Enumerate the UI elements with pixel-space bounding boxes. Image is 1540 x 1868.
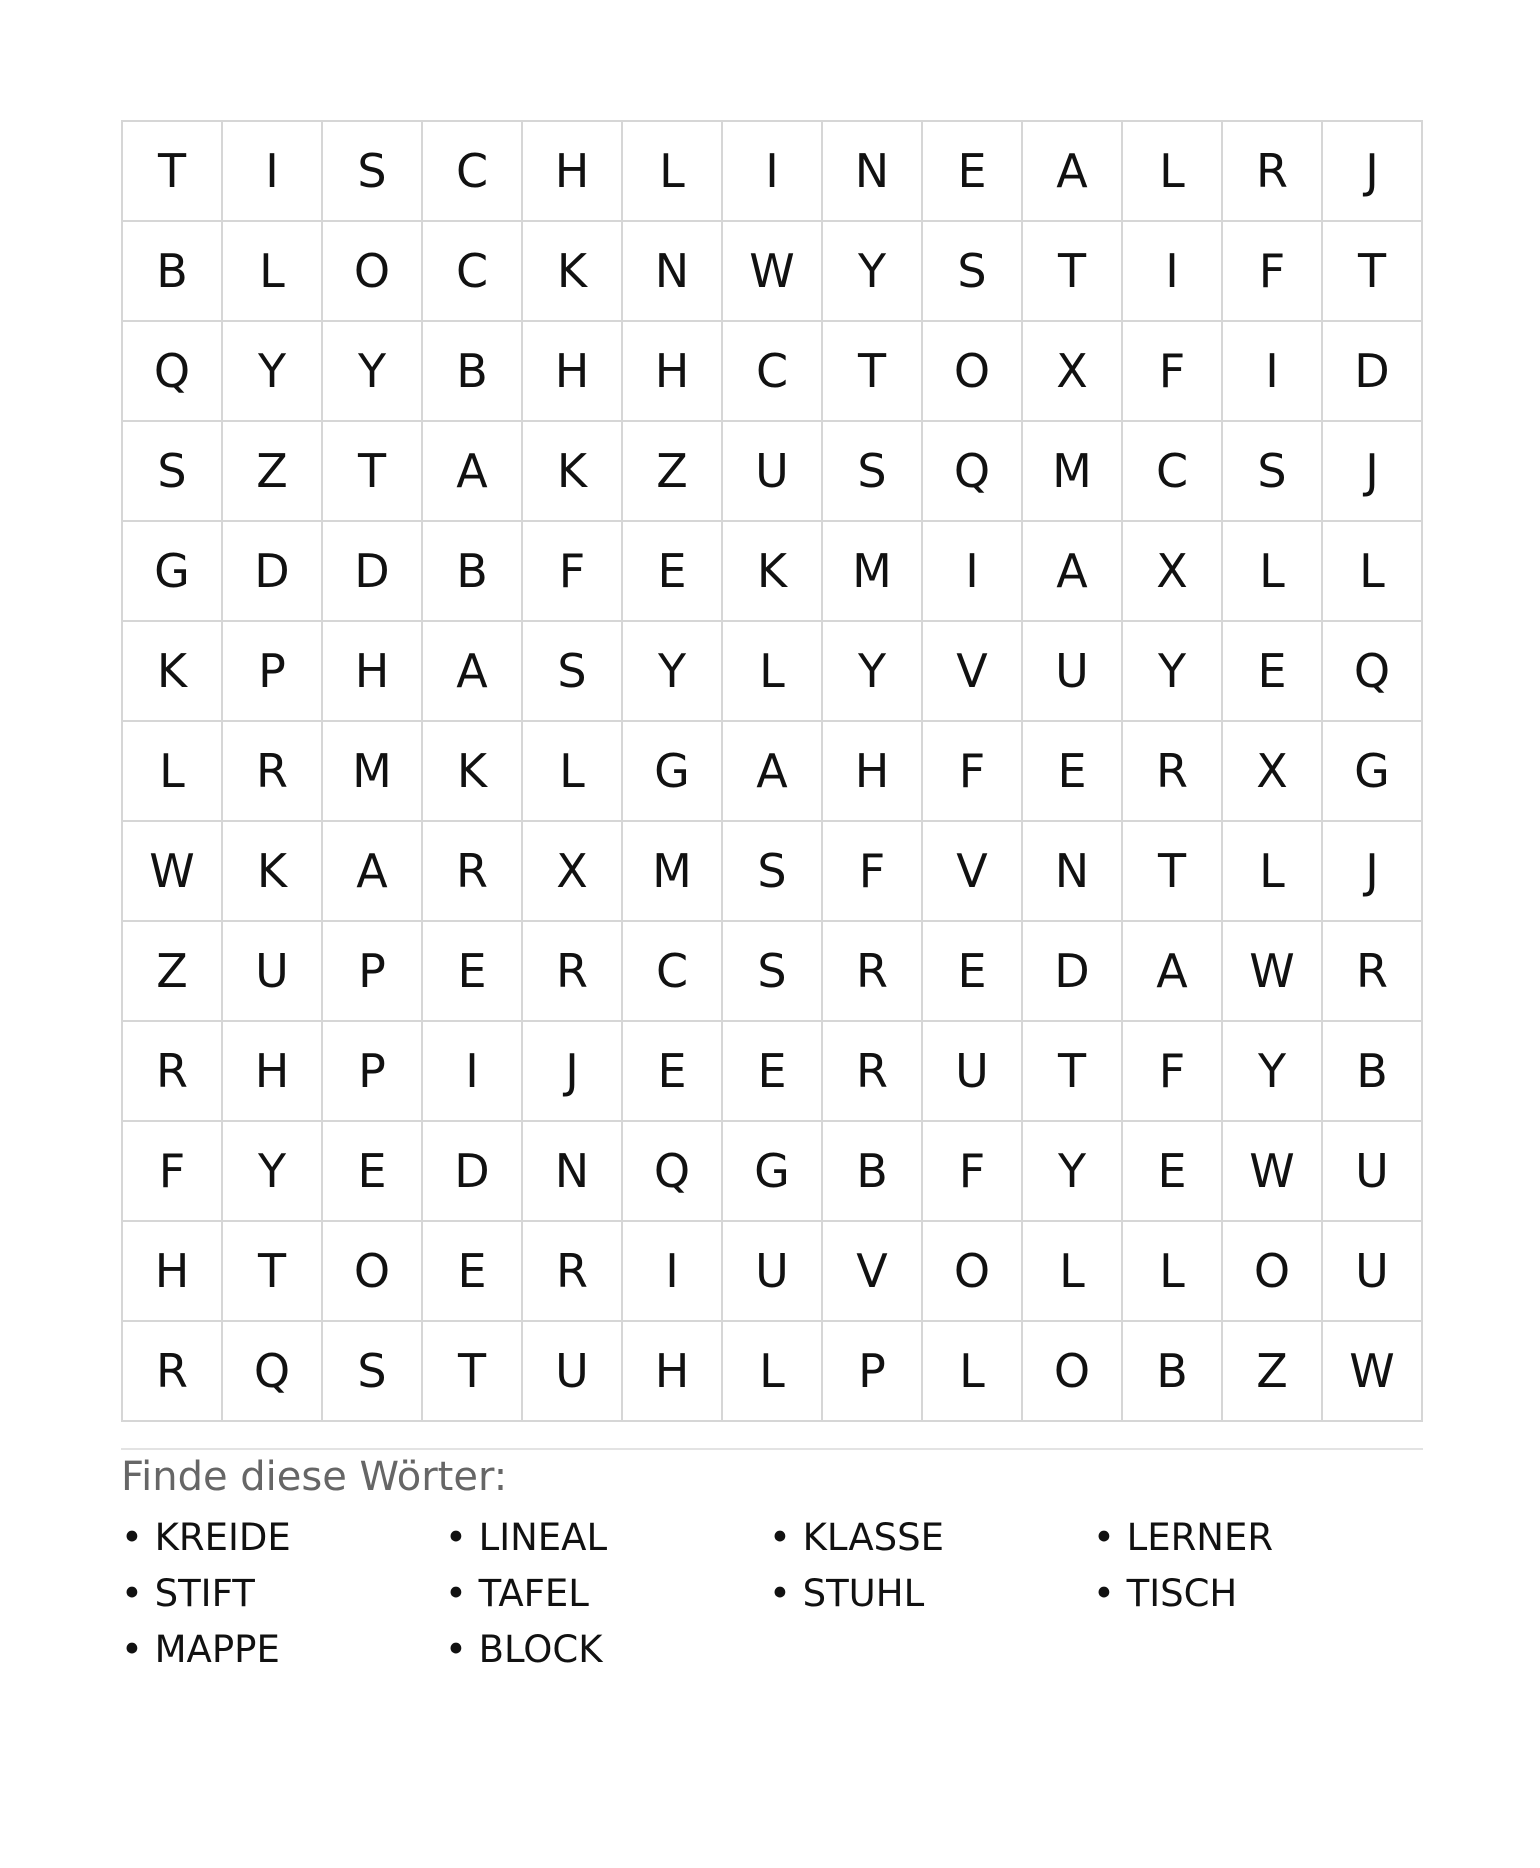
- grid-cell[interactable]: T: [1023, 1022, 1123, 1122]
- grid-cell[interactable]: I: [1123, 222, 1223, 322]
- grid-cell[interactable]: Z: [1223, 1322, 1323, 1422]
- grid-cell[interactable]: S: [723, 822, 823, 922]
- grid-cell[interactable]: C: [423, 222, 523, 322]
- grid-cell[interactable]: U: [223, 922, 323, 1022]
- grid-cell[interactable]: A: [423, 622, 523, 722]
- grid-cell[interactable]: N: [623, 222, 723, 322]
- grid-cell[interactable]: H: [223, 1022, 323, 1122]
- grid-cell[interactable]: E: [323, 1122, 423, 1222]
- grid-cell[interactable]: I: [223, 122, 323, 222]
- grid-cell[interactable]: L: [1123, 122, 1223, 222]
- grid-cell[interactable]: P: [823, 1322, 923, 1422]
- grid-cell[interactable]: H: [323, 622, 423, 722]
- grid-cell[interactable]: O: [323, 1222, 423, 1322]
- grid-cell[interactable]: E: [423, 1222, 523, 1322]
- grid-cell[interactable]: L: [123, 722, 223, 822]
- grid-cell[interactable]: H: [823, 722, 923, 822]
- grid-cell[interactable]: S: [823, 422, 923, 522]
- grid-cell[interactable]: U: [723, 1222, 823, 1322]
- grid-cell[interactable]: H: [123, 1222, 223, 1322]
- grid-cell[interactable]: C: [1123, 422, 1223, 522]
- grid-cell[interactable]: A: [1023, 122, 1123, 222]
- grid-cell[interactable]: F: [523, 522, 623, 622]
- grid-cell[interactable]: P: [323, 922, 423, 1022]
- grid-cell[interactable]: D: [1023, 922, 1123, 1022]
- grid-cell[interactable]: N: [1023, 822, 1123, 922]
- grid-cell[interactable]: W: [1223, 922, 1323, 1022]
- grid-cell[interactable]: L: [223, 222, 323, 322]
- grid-cell[interactable]: F: [123, 1122, 223, 1222]
- grid-cell[interactable]: Q: [923, 422, 1023, 522]
- grid-cell[interactable]: U: [523, 1322, 623, 1422]
- grid-cell[interactable]: L: [523, 722, 623, 822]
- grid-cell[interactable]: D: [323, 522, 423, 622]
- grid-cell[interactable]: L: [1323, 522, 1423, 622]
- grid-cell[interactable]: E: [923, 922, 1023, 1022]
- grid-cell[interactable]: I: [923, 522, 1023, 622]
- grid-cell[interactable]: E: [923, 122, 1023, 222]
- grid-cell[interactable]: P: [323, 1022, 423, 1122]
- grid-cell[interactable]: S: [323, 1322, 423, 1422]
- grid-cell[interactable]: S: [923, 222, 1023, 322]
- word-list: [121, 1510, 1421, 1678]
- grid-cell[interactable]: P: [223, 622, 323, 722]
- grid-cell[interactable]: V: [923, 622, 1023, 722]
- grid-cell[interactable]: A: [423, 422, 523, 522]
- grid-cell[interactable]: L: [1023, 1222, 1123, 1322]
- grid-cell[interactable]: L: [923, 1322, 1023, 1422]
- grid-cell[interactable]: U: [1023, 622, 1123, 722]
- grid-cell[interactable]: T: [1123, 822, 1223, 922]
- grid-cell[interactable]: D: [423, 1122, 523, 1222]
- grid-cell[interactable]: Q: [1323, 622, 1423, 722]
- grid-cell[interactable]: R: [1223, 122, 1323, 222]
- grid-cell[interactable]: H: [523, 122, 623, 222]
- grid-cell[interactable]: K: [423, 722, 523, 822]
- grid-cell[interactable]: R: [1123, 722, 1223, 822]
- grid-cell[interactable]: W: [1323, 1322, 1423, 1422]
- grid-cell[interactable]: Y: [223, 1122, 323, 1222]
- grid-cell[interactable]: C: [423, 122, 523, 222]
- grid-cell[interactable]: X: [1223, 722, 1323, 822]
- grid-cell[interactable]: E: [623, 1022, 723, 1122]
- grid-cell[interactable]: T: [1023, 222, 1123, 322]
- word-list-item: • MAPPE: [121, 1622, 445, 1678]
- grid-cell[interactable]: R: [123, 1022, 223, 1122]
- grid-cell[interactable]: Y: [1123, 622, 1223, 722]
- grid-cell[interactable]: W: [1223, 1122, 1323, 1222]
- grid-cell[interactable]: G: [1323, 722, 1423, 822]
- letter-grid: [121, 120, 1423, 1422]
- grid-cell[interactable]: L: [723, 622, 823, 722]
- word-list-item: • TISCH: [1093, 1566, 1417, 1622]
- grid-cell[interactable]: T: [823, 322, 923, 422]
- grid-cell[interactable]: M: [823, 522, 923, 622]
- grid-cell[interactable]: X: [523, 822, 623, 922]
- grid-cell[interactable]: L: [1223, 522, 1323, 622]
- grid-cell[interactable]: E: [423, 922, 523, 1022]
- grid-cell[interactable]: F: [1123, 1022, 1223, 1122]
- grid-cell[interactable]: Y: [623, 622, 723, 722]
- grid-cell[interactable]: R: [423, 822, 523, 922]
- grid-cell[interactable]: D: [1323, 322, 1423, 422]
- grid-cell[interactable]: S: [1223, 422, 1323, 522]
- grid-cell[interactable]: F: [1223, 222, 1323, 322]
- grid-cell[interactable]: R: [223, 722, 323, 822]
- grid-cell[interactable]: V: [923, 822, 1023, 922]
- grid-cell[interactable]: Q: [223, 1322, 323, 1422]
- word-list-item: • TAFEL: [445, 1566, 769, 1622]
- grid-cell[interactable]: T: [323, 422, 423, 522]
- grid-cell[interactable]: R: [1323, 922, 1423, 1022]
- grid-cell[interactable]: K: [523, 422, 623, 522]
- grid-cell[interactable]: G: [123, 522, 223, 622]
- grid-cell[interactable]: J: [1323, 822, 1423, 922]
- grid-cell[interactable]: F: [923, 722, 1023, 822]
- grid-cell[interactable]: A: [1023, 522, 1123, 622]
- grid-cell[interactable]: T: [423, 1322, 523, 1422]
- grid-cell[interactable]: E: [1123, 1122, 1223, 1222]
- grid-cell[interactable]: T: [123, 122, 223, 222]
- grid-cell[interactable]: X: [1023, 322, 1123, 422]
- grid-cell[interactable]: R: [123, 1322, 223, 1422]
- grid-cell[interactable]: W: [723, 222, 823, 322]
- grid-cell[interactable]: H: [523, 322, 623, 422]
- grid-cell[interactable]: O: [323, 222, 423, 322]
- grid-cell[interactable]: E: [723, 1022, 823, 1122]
- grid-cell[interactable]: A: [1123, 922, 1223, 1022]
- grid-cell[interactable]: K: [223, 822, 323, 922]
- grid-cell[interactable]: A: [323, 822, 423, 922]
- grid-cell[interactable]: B: [823, 1122, 923, 1222]
- grid-cell[interactable]: B: [1323, 1022, 1423, 1122]
- grid-cell[interactable]: L: [1223, 822, 1323, 922]
- grid-cell[interactable]: G: [623, 722, 723, 822]
- word-list-item: • STUHL: [769, 1566, 1093, 1622]
- grid-cell[interactable]: L: [723, 1322, 823, 1422]
- grid-cell[interactable]: Z: [623, 422, 723, 522]
- grid-cell[interactable]: D: [223, 522, 323, 622]
- grid-cell[interactable]: Z: [223, 422, 323, 522]
- grid-cell[interactable]: R: [523, 1222, 623, 1322]
- grid-cell[interactable]: I: [623, 1222, 723, 1322]
- grid-cell[interactable]: J: [1323, 122, 1423, 222]
- grid-cell[interactable]: Q: [123, 322, 223, 422]
- grid-cell[interactable]: Y: [823, 622, 923, 722]
- grid-cell[interactable]: M: [323, 722, 423, 822]
- grid-cell[interactable]: G: [723, 1122, 823, 1222]
- grid-cell[interactable]: I: [1223, 322, 1323, 422]
- grid-cell[interactable]: U: [723, 422, 823, 522]
- word-list-item: • KLASSE: [769, 1510, 1093, 1566]
- grid-cell[interactable]: C: [623, 922, 723, 1022]
- grid-cell[interactable]: E: [1023, 722, 1123, 822]
- grid-cell[interactable]: I: [423, 1022, 523, 1122]
- grid-cell[interactable]: E: [1223, 622, 1323, 722]
- grid-cell[interactable]: O: [1023, 1322, 1123, 1422]
- grid-cell[interactable]: U: [923, 1022, 1023, 1122]
- grid-cell[interactable]: Y: [223, 322, 323, 422]
- grid-cell[interactable]: I: [723, 122, 823, 222]
- grid-cell[interactable]: E: [623, 522, 723, 622]
- word-list-item: • LINEAL: [445, 1510, 769, 1566]
- grid-cell[interactable]: H: [623, 1322, 723, 1422]
- grid-cell[interactable]: K: [123, 622, 223, 722]
- grid-cell[interactable]: T: [223, 1222, 323, 1322]
- grid-cell[interactable]: B: [1123, 1322, 1223, 1422]
- grid-cell[interactable]: U: [1323, 1122, 1423, 1222]
- grid-cell[interactable]: Y: [1023, 1122, 1123, 1222]
- grid-cell[interactable]: A: [723, 722, 823, 822]
- grid-cell[interactable]: F: [923, 1122, 1023, 1222]
- grid-cell[interactable]: V: [823, 1222, 923, 1322]
- grid-cell[interactable]: Y: [1223, 1022, 1323, 1122]
- word-list-item: • KREIDE: [121, 1510, 445, 1566]
- grid-cell[interactable]: R: [823, 1022, 923, 1122]
- grid-cell[interactable]: C: [723, 322, 823, 422]
- grid-cell[interactable]: K: [723, 522, 823, 622]
- grid-cell[interactable]: O: [923, 322, 1023, 422]
- grid-cell[interactable]: W: [123, 822, 223, 922]
- grid-cell[interactable]: M: [623, 822, 723, 922]
- grid-cell[interactable]: X: [1123, 522, 1223, 622]
- grid-cell[interactable]: L: [1123, 1222, 1223, 1322]
- word-list-item: • STIFT: [121, 1566, 445, 1622]
- grid-cell[interactable]: N: [823, 122, 923, 222]
- grid-cell[interactable]: U: [1323, 1222, 1423, 1322]
- grid-cell[interactable]: Z: [123, 922, 223, 1022]
- grid-cell[interactable]: O: [1223, 1222, 1323, 1322]
- grid-cell[interactable]: B: [423, 522, 523, 622]
- grid-cell[interactable]: F: [1123, 322, 1223, 422]
- grid-cell[interactable]: M: [1023, 422, 1123, 522]
- word-list-item: • BLOCK: [445, 1622, 769, 1678]
- word-list-title: Finde diese Wörter:: [121, 1454, 508, 1500]
- grid-cell[interactable]: Q: [623, 1122, 723, 1222]
- grid-cell[interactable]: F: [823, 822, 923, 922]
- grid-cell[interactable]: R: [523, 922, 623, 1022]
- grid-cell[interactable]: N: [523, 1122, 623, 1222]
- grid-cell[interactable]: S: [723, 922, 823, 1022]
- grid-cell[interactable]: J: [523, 1022, 623, 1122]
- grid-cell[interactable]: S: [523, 622, 623, 722]
- grid-cell[interactable]: S: [123, 422, 223, 522]
- word-list-item: • LERNER: [1093, 1510, 1417, 1566]
- grid-cell[interactable]: B: [423, 322, 523, 422]
- grid-cell[interactable]: Y: [823, 222, 923, 322]
- grid-cell[interactable]: T: [1323, 222, 1423, 322]
- grid-cell[interactable]: B: [123, 222, 223, 322]
- grid-cell[interactable]: H: [623, 322, 723, 422]
- grid-cell[interactable]: K: [523, 222, 623, 322]
- grid-cell[interactable]: L: [623, 122, 723, 222]
- grid-cell[interactable]: R: [823, 922, 923, 1022]
- grid-cell[interactable]: O: [923, 1222, 1023, 1322]
- grid-cell[interactable]: J: [1323, 422, 1423, 522]
- grid-cell[interactable]: Y: [323, 322, 423, 422]
- grid-cell[interactable]: S: [323, 122, 423, 222]
